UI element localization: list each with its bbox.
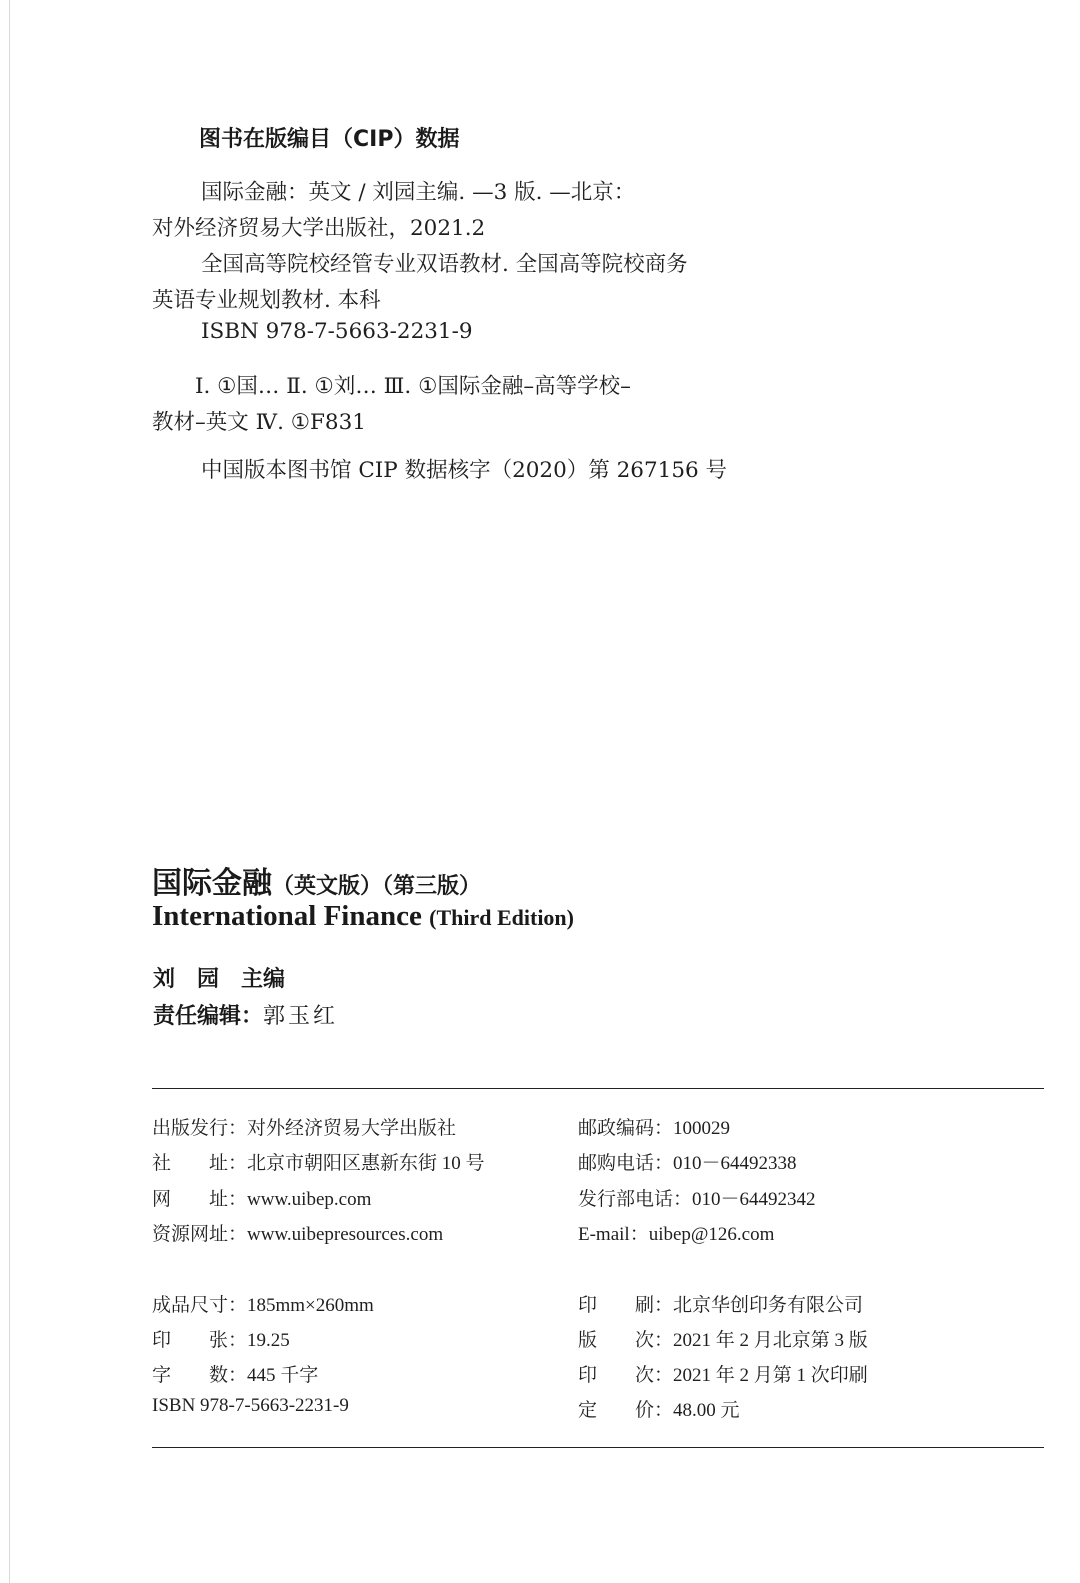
email-line: E-mail：uibep@126.com [578, 1224, 775, 1245]
postal-code-line: 邮政编码：100029 [578, 1118, 731, 1139]
top-divider [152, 1088, 1044, 1089]
sheets-line: 印 张：19.25 [152, 1330, 290, 1351]
edition-line: 版 次：2021 年 2 月北京第 3 版 [578, 1330, 868, 1351]
cip-title: 图书在版编目（CIP）数据 [199, 127, 460, 152]
printer-line: 印 刷：北京华创印务有限公司 [578, 1295, 864, 1316]
cip-line: 全国高等院校经管专业双语教材. 全国高等院校商务 [201, 252, 688, 277]
cip-approval-number: 中国版本图书馆 CIP 数据核字（2020）第 267156 号 [201, 458, 728, 483]
responsible-editor [153, 999, 338, 1030]
book-title-chinese-suffix: （英文版）（第三版） [272, 874, 482, 899]
cip-line: 教材–英文 Ⅳ. ①F831 [152, 410, 366, 435]
cip-line: 国际金融：英文 / 刘园主编. —3 版. —北京： [201, 180, 636, 205]
cip-line: 对外经济贸易大学出版社，2021.2 [152, 216, 486, 241]
resource-website-line: 资源网址：www.uibepresources.com [152, 1224, 444, 1245]
book-title-chinese-main: 国际金融 [152, 866, 272, 901]
responsible-editor-name: 郭玉红 [263, 1004, 339, 1029]
price-line: 定 价：48.00 元 [578, 1400, 740, 1421]
printing-line: 印 次：2021 年 2 月第 1 次印刷 [578, 1365, 868, 1386]
book-title-chinese [152, 858, 481, 902]
trim-size-line: 成品尺寸：185mm×260mm [152, 1295, 374, 1316]
page-edge-line [9, 0, 10, 1583]
word-count-line: 字 数：445 千字 [152, 1365, 319, 1386]
isbn-line: ISBN 978-7-5663-2231-9 [152, 1395, 349, 1416]
chief-editor [153, 962, 285, 993]
cip-isbn: ISBN 978-7-5663-2231-9 [201, 319, 473, 344]
address-line: 社 址：北京市朝阳区惠新东街 10 号 [152, 1153, 485, 1174]
publisher-line: 出版发行：对外经济贸易大学出版社 [152, 1118, 457, 1139]
bottom-divider [152, 1447, 1044, 1448]
distribution-phone-line: 发行部电话：010－64492342 [578, 1189, 816, 1210]
cip-line: Ⅰ. ①国… Ⅱ. ①刘… Ⅲ. ①国际金融–高等学校– [195, 374, 631, 399]
book-title-english-main: International Finance [152, 900, 422, 932]
cip-line: 英语专业规划教材. 本科 [152, 288, 381, 313]
website-line: 网 址：www.uibep.com [152, 1189, 372, 1210]
book-title-english-suffix: (Third Edition) [429, 905, 574, 930]
book-title-english [152, 900, 574, 933]
responsible-editor-label: 责任编辑： [153, 1004, 264, 1029]
chief-editor-text: 刘 园 主编 [153, 967, 286, 992]
mail-order-phone-line: 邮购电话：010－64492338 [578, 1153, 797, 1174]
